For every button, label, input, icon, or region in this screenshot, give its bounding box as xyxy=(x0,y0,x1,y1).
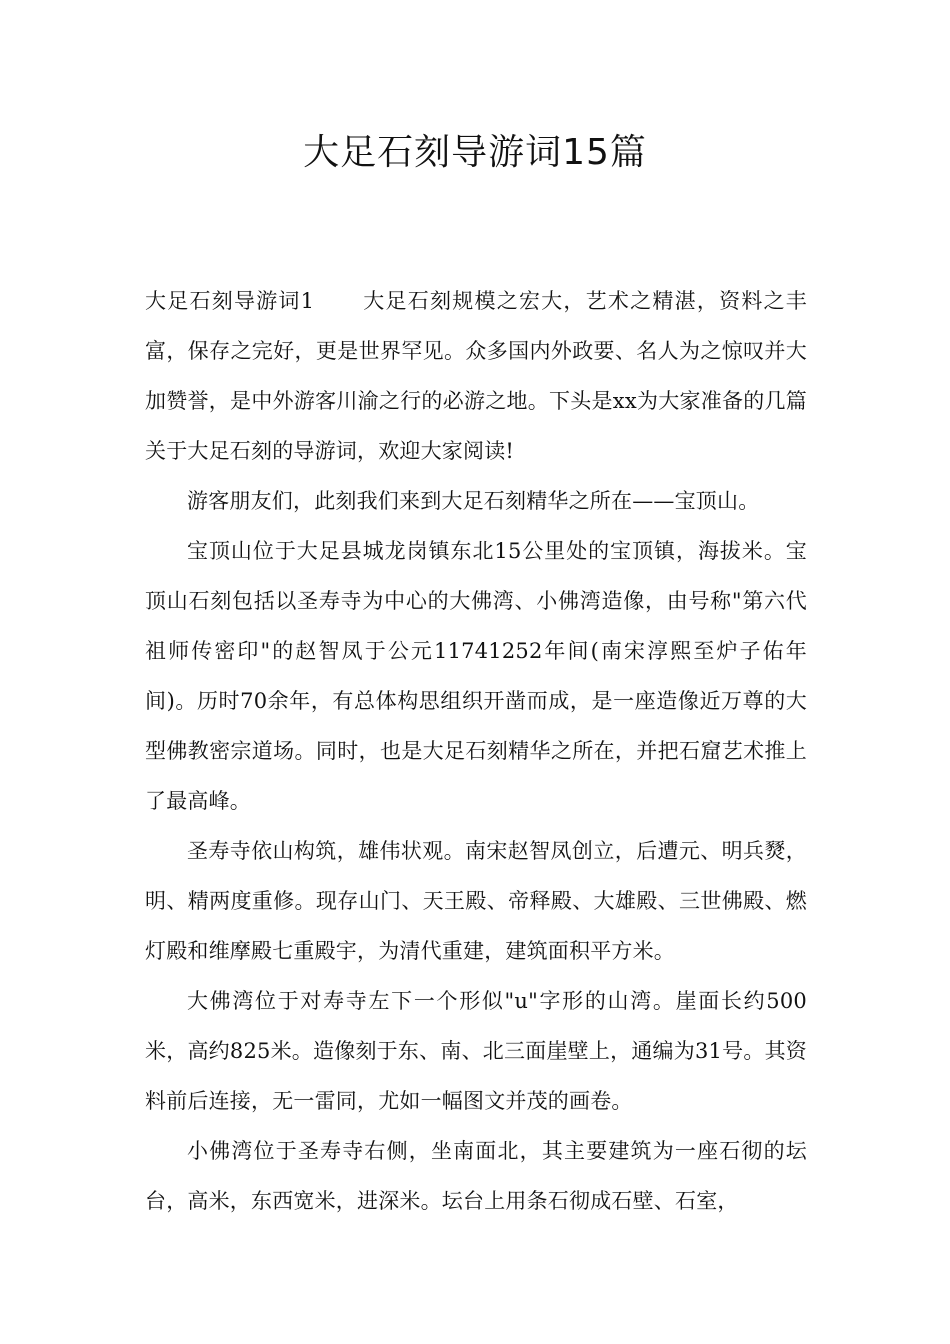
intro-text: 大足石刻规模之宏大，艺术之精湛，资料之丰富，保存之完好，更是世界罕见。众多国内外政要、名人为之惊叹并大加赞誉，是中外游客川渝之行的必游之地。下头是xx为大家准备的几篇关于大足石刻的导游词，欢迎大家阅读! xyxy=(145,289,807,463)
paragraph: 小佛湾位于圣寿寺右侧，坐南面北，其主要建筑为一座石彻的坛台，高米，东西宽米，进深米。坛台上用条石彻成石壁、石室， xyxy=(145,1139,807,1213)
paragraph: 大佛湾位于对寿寺左下一个形似"u"字形的山湾。崖面长约500米，高约825米。造像刻于东、南、北三面崖壁上，通编为31号。其资料前后连接，无一雷同，尤如一幅图文并茂的画卷。 xyxy=(145,989,807,1113)
paragraph: 游客朋友们，此刻我们来到大足石刻精华之所在——宝顶山。 xyxy=(187,489,760,513)
document-title: 大足石刻导游词15篇 xyxy=(303,132,647,173)
document-body xyxy=(145,276,807,1226)
paragraph: 圣寿寺依山构筑，雄伟状观。南宋赵智凤创立，后遭元、明兵燹，明、精两度重修。现存山门、天王殿、帝释殿、大雄殿、三世佛殿、燃灯殿和维摩殿七重殿宇，为清代重建，建筑面积平方米。 xyxy=(145,839,807,963)
section-heading: 大足石刻导游词1 xyxy=(145,289,315,313)
intro-paragraph xyxy=(145,276,807,476)
paragraph: 宝顶山位于大足县城龙岗镇东北15公里处的宝顶镇，海拔米。宝顶山石刻包括以圣寿寺为中心的大佛湾、小佛湾造像，由号称"第六代祖师传密印"的赵智凤于公元11741252年间(南宋淳熙至炉子佑年间)。历时70余年，有总体构思组织开凿而成，是一座造像近万尊的大型佛教密宗道场。同时，也是大足石刻精华之所在，并把石窟艺术推上了最高峰。 xyxy=(145,539,807,813)
